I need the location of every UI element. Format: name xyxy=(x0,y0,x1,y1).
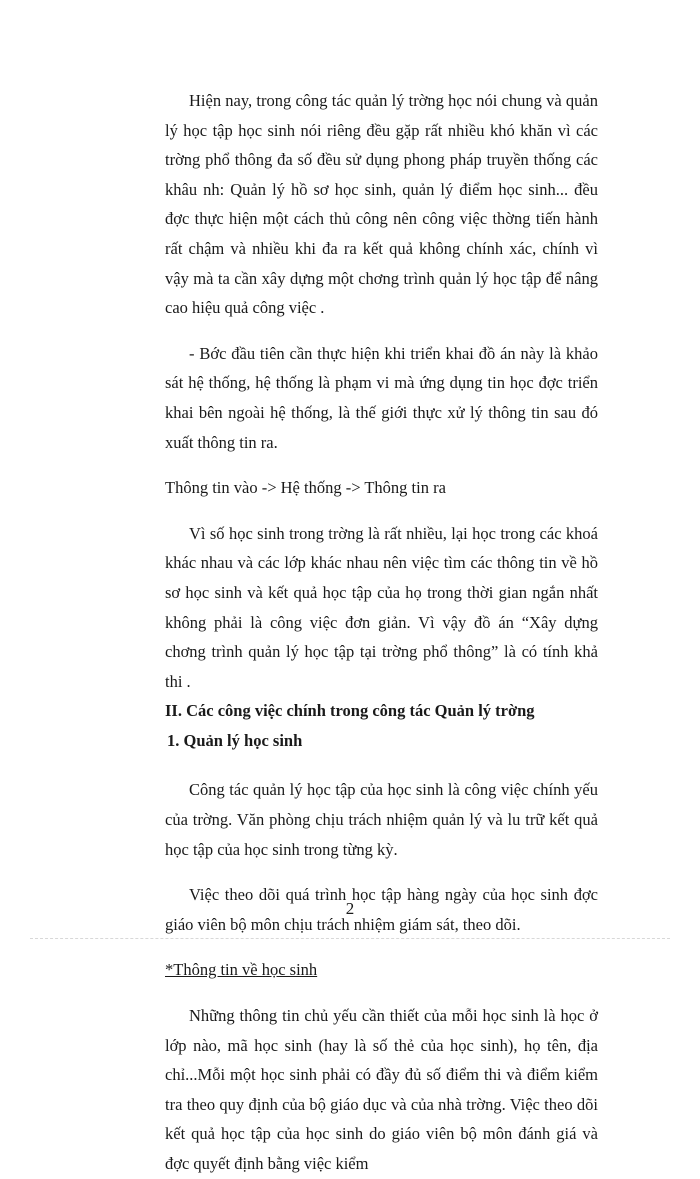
management-paragraph: Công tác quản lý học tập của học sinh là công việc chính yếu của trờng. Văn phòng chịu trách nhiệm quản lý và lu trữ kết quả học tập của học sinh trong từng kỳ. xyxy=(165,780,598,859)
feasibility-paragraph: Vì số học sinh trong trờng là rất nhiều, lại học trong các khoá khác nhau và các lớp khác nhau nên việc tìm các thông tin về hồ sơ học sinh và kết quả học tập của họ trong thời gian ngắn nhất không phải là công việc đơn giản. Vì vậy đồ án “Xây dựng chơng trình quản lý học tập tại trờng phổ thông” là có tính khả thi . xyxy=(165,523,598,691)
page-number: 2 xyxy=(345,899,355,918)
monitoring-paragraph: Việc theo dõi quá trình học tập hàng ngày của học sinh đợc giáo viên bộ môn chịu trách nhiệm giám sát, theo dõi. xyxy=(165,885,598,934)
page-bottom-divider xyxy=(30,938,670,939)
student-info-paragraph: Những thông tin chủ yếu cần thiết của mỗi học sinh là học ở lớp nào, mã học sinh (hay là số thẻ của học sinh), họ tên, địa chỉ...Mỗi một học sinh phải có đầy đủ số điểm thi và điểm kiểm tra theo quy định của bộ giáo dục và của nhà trờng. Việc theo dõi kết quả học tập của học sinh do giáo viên bộ môn đánh giá và đợc quyết định bằng việc kiểm xyxy=(165,1006,598,1173)
survey-paragraph: - Bớc đầu tiên cần thực hiện khi triển khai đồ án này là khảo sát hệ thống, hệ thống là phạm vi mà ứng dụng tin học đợc triển khai bên ngoài hệ thống, là thế giới thực xử lý thông tin sau đó xuất thông tin ra. xyxy=(165,343,598,452)
section-heading: II. Các công việc chính trong công tác Quản lý trờng xyxy=(165,701,535,721)
subsection-heading: 1. Quản lý học sinh xyxy=(167,730,303,750)
intro-paragraph: Hiện nay, trong công tác quản lý trờng học nói chung và quản lý học tập học sinh nói riêng đều gặp rất nhiều khó khăn vì các trờng phổ thông đa số đều sử dụng phong pháp truyền thống các khâu nh: Quản lý hồ sơ học sinh, quản lý điểm học sinh... đều đợc thực hiện một cách thủ công nên công việc thờng tiến hành rất chậm và nhiều khi đa ra kết quả không chính xác, chính vì vậy mà ta cần xây dựng một chơng trình quản lý học tập để nâng cao hiệu quả công việc . xyxy=(165,91,598,318)
student-info-label-text: *Thông tin về học sinh xyxy=(165,960,318,980)
information-flow-line: Thông tin vào -> Hệ thống -> Thông tin ra xyxy=(165,478,446,498)
page-body xyxy=(165,86,598,1179)
